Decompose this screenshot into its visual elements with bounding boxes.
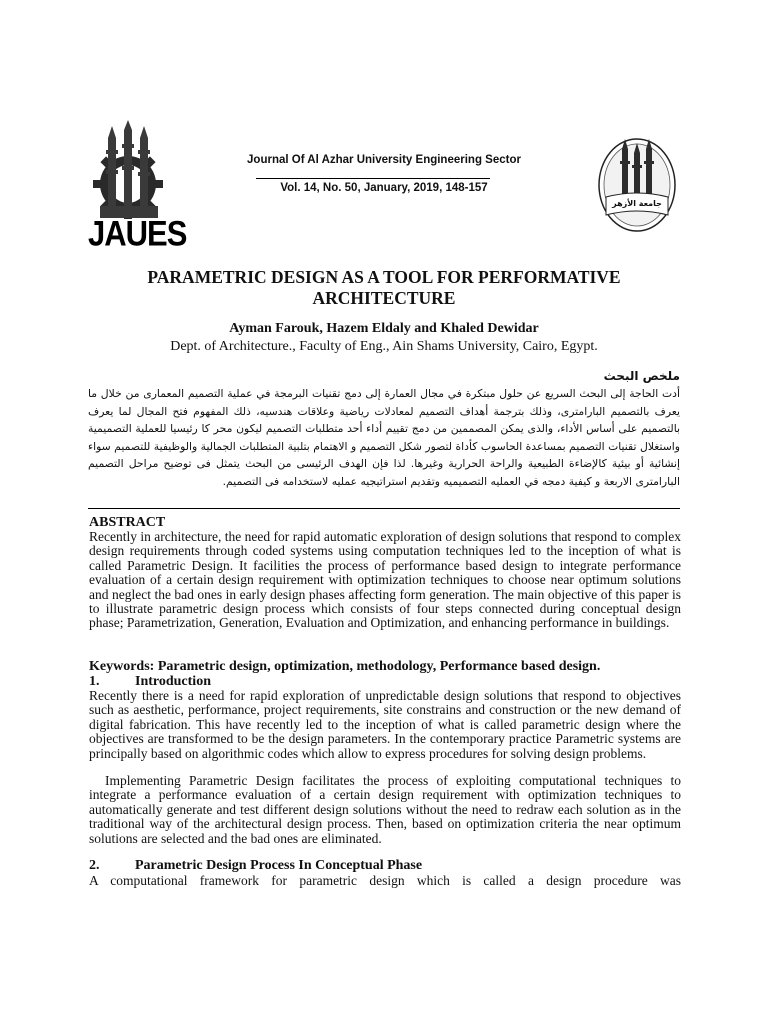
section-number: 2.	[89, 858, 100, 873]
paper-title: PARAMETRIC DESIGN AS A TOOL FOR PERFORMATIVE ARCHITECTURE	[147, 267, 621, 308]
section-1-paragraph-1: Recently there is a need for rapid exploration of unpredictable design solutions that respond to objectives such as aesthetic, performance, project requirements, site constrains and construction or the new demand of digital fabrication. This have recently led to the inception of what is called parametric design where the objectives are transformed to be the design parameters. In the contemporary practice Parametric systems are principally based on algorithmic codes which allow to express procedures for solving design problems.	[89, 688, 681, 761]
arabic-abstract-text: أدت الحاجة إلى البحث السريع عن حلول مبتكرة في مجال العمارة إلى دمج تقنيات البرمجة في عملية التصميم المعمارى من خلال ما يعرف بالتصميم البارامترى، وذلك بترجمة أهداف التصميم لمعادلات رياضية وعلاقات هندسيه، ذلك المفهوم فتح المجال لما يعرف بالتصميم على أساس الأداء، والذى يمكن المصممين من دمج تقييم أداء أحد متطلبات التصميم ليكون محر كا رئيسيا للعملية التصميمية واستغلال تقنيات التصميم بمساعدة الحاسوب كأداة لتصور شكل التصميم و الاهتمام بتلبية المتطلبات الجمالية والوظيفية للتصميم سواء إنشائية أو بيئية كالإضاءة الطبيعية والراحة الحرارية وغيرها. لذا فإن الهدف الرئيسى من البحث يتمثل فى توضيح مراحل التصميم البارامترى الاربعة و كيفية دمجه في العمليه التصميميه وتقديم استراتيجيه عمليه لاستخدامه فى التصميم.	[88, 387, 680, 488]
keywords: Keywords: Parametric design, optimization, methodology, Performance based design.	[89, 659, 601, 674]
al-azhar-logo-text: جامعة الأزهر	[612, 199, 662, 208]
abstract-heading: ABSTRACT	[89, 515, 166, 530]
abstract-text: Recently in architecture, the need for rapid automatic exploration of design solutions that respond to complex design requirements through coded systems using computation techniques led to the inception of what is called Parametric Design. It facilities the process of performance based design to integrate performance evaluation of a certain design requirement with optimization techniques to choose near optimum solutions and neglect the bad ones in early design phases affecting form generation. The main objective of this paper is to illustrate parametric design process which consists of four steps connected during conceptual design phase; Parametrization, Generation, Evaluation and Optimization, and enhancing performance in buildings.	[89, 529, 681, 631]
affiliation: Dept. of Architecture., Faculty of Eng., Ain Shams University, Cairo, Egypt.	[170, 339, 598, 354]
authors: Ayman Farouk, Hazem Eldaly and Khaled Dewidar	[229, 321, 539, 336]
journal-name: Journal Of Al Azhar University Engineering Sector	[247, 154, 521, 166]
section-2-paragraph-1: A computational framework for parametric design which is called a design procedure was	[89, 873, 681, 888]
jaues-wordmark: JAUES	[88, 213, 187, 254]
header-divider	[256, 178, 490, 179]
section-1-paragraph-2: Implementing Parametric Design facilitates the process of exploiting computational techniques to integrate a performance evaluation of a certain design requirement with optimization techniques to automatically generate and test different design solutions without the need to redraw each solution as in the traditional way of the architectural design process. Then, based on optimization criteria the near optimum solutions are selected and the bad ones are eliminated.	[89, 773, 681, 846]
abstract-divider	[88, 508, 680, 509]
arabic-abstract-heading: ملخص البحث	[603, 369, 680, 383]
section-2-heading	[89, 858, 681, 874]
section-number: 1.	[89, 674, 100, 689]
section-title: Parametric Design Process In Conceptual Phase	[135, 858, 423, 873]
section-title: Introduction	[135, 674, 211, 689]
journal-volume: Vol. 14, No. 50, January, 2019, 148-157	[280, 182, 488, 194]
